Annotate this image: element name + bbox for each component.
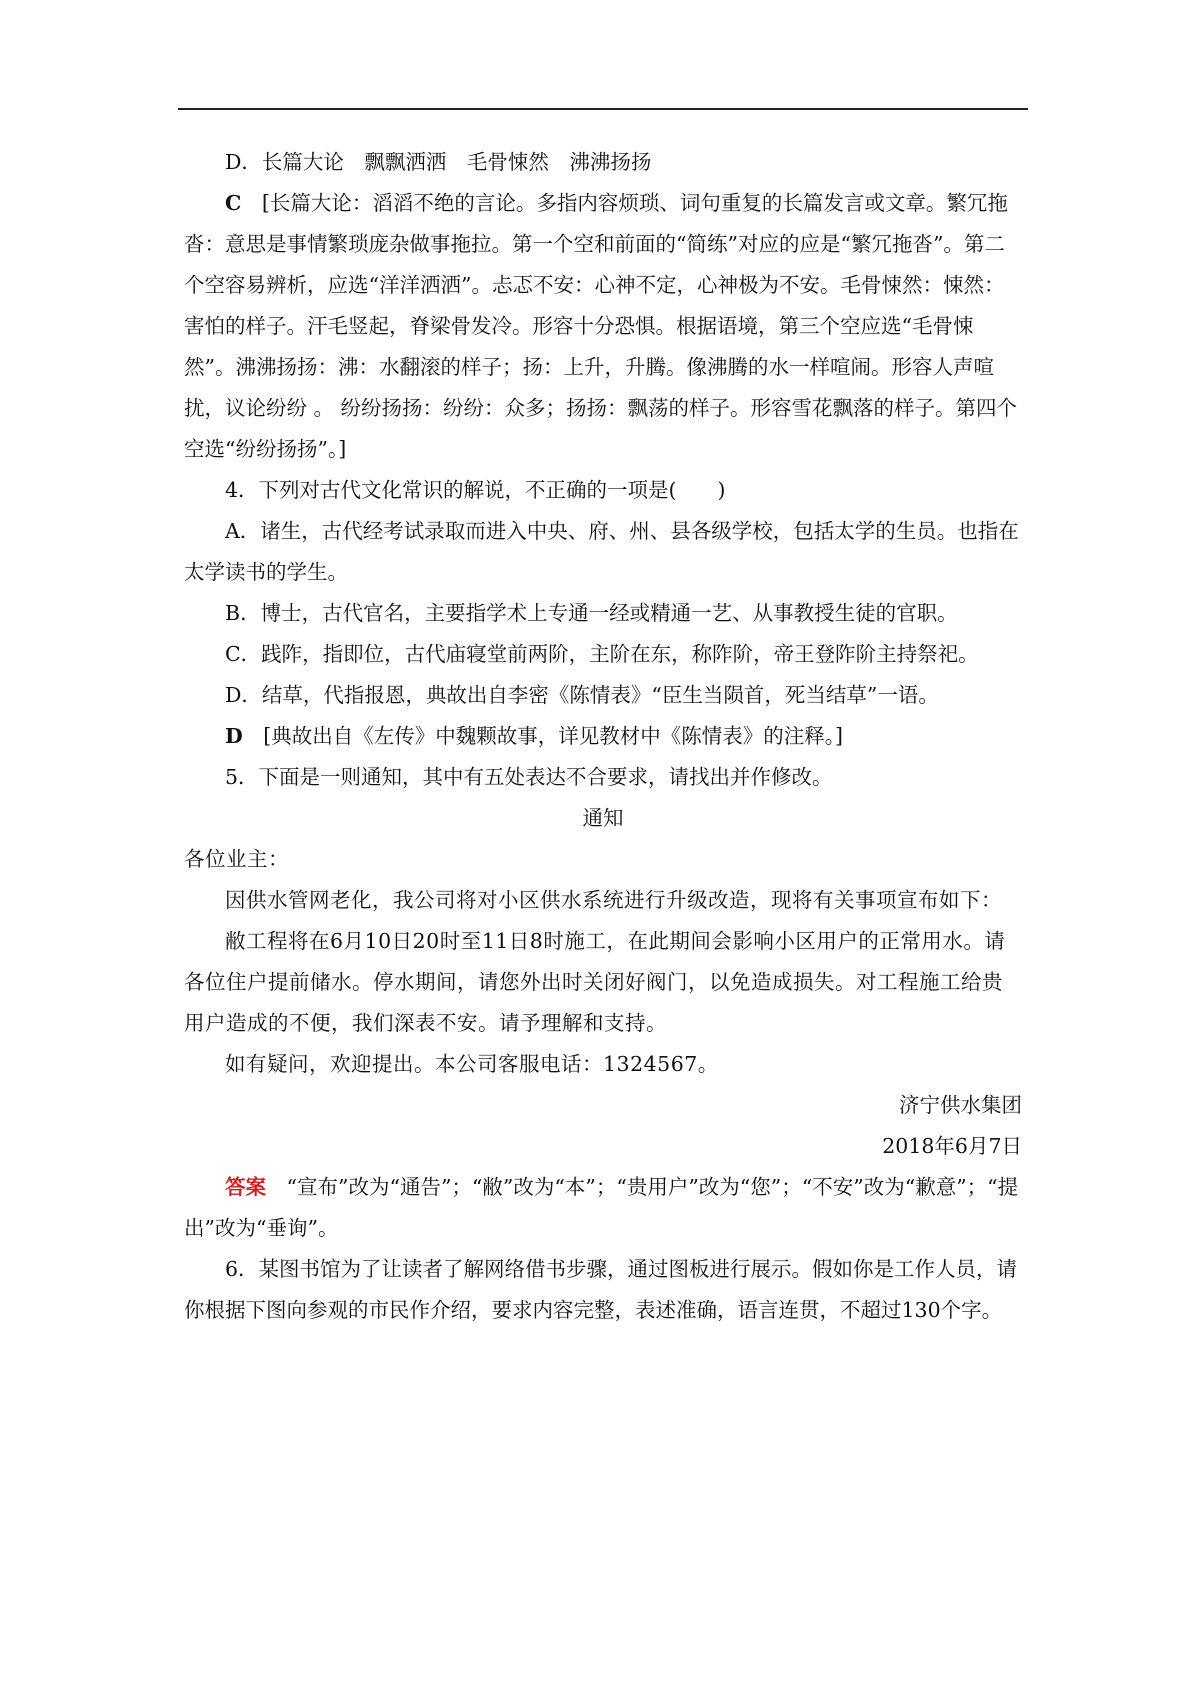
- q4-explanation: [典故出自《左传》中魏颗故事，详见教材中《陈情表》的注释。]: [263, 724, 844, 748]
- notice-date: 2018年6月7日: [882, 1134, 1022, 1158]
- header-rule: [178, 108, 1028, 110]
- q4-option-b: B．博士，古代官名，主要指学术上专通一经或精通一艺、从事教授生徒的官职。: [225, 601, 958, 625]
- notice-title: 通知: [582, 806, 624, 830]
- q4-answer: [184, 716, 1022, 757]
- answer-label: 答案: [225, 1175, 266, 1199]
- q5-answer: [184, 1167, 1022, 1249]
- page-content: [184, 142, 1022, 1331]
- q5-stem: 5．下面是一则通知，其中有五处表达不合要求，请找出并作修改。: [225, 765, 833, 789]
- notice-para-2: 敝工程将在6月10日20时至11日8时施工，在此期间会影响小区用户的正常用水。请各位住户提前储水。停水期间，请您外出时关闭好阀门，以免造成损失。对工程施工给贵用户造成的不便，我们深表不安。请予理解和支持。: [184, 929, 1006, 1035]
- q4-option-a: A．诸生，古代经考试录取而进入中央、府、州、县各级学校，包括太学的生员。也指在太学读书的学生。: [184, 519, 1019, 584]
- q3-option-d: D．长篇大论 飘飘洒洒 毛骨悚然 沸沸扬扬: [225, 150, 652, 174]
- q5-answer-text: “宣布”改为“通告”；“敝”改为“本”；“贵用户”改为“您”；“不安”改为“歉意”；“提出”改为“垂询”。: [184, 1175, 1019, 1240]
- notice-para-1: 因供水管网老化，我公司将对小区供水系统进行升级改造，现将有关事项宣布如下：: [225, 888, 1002, 912]
- notice-para-3: 如有疑问，欢迎提出。本公司客服电话：1324567。: [225, 1052, 719, 1076]
- notice-salutation: 各位业主：: [184, 847, 289, 871]
- q4-option-d: D．结草，代指报恩，典故出自李密《陈情表》“臣生当陨首，死当结草”一语。: [225, 683, 939, 707]
- q4-stem: 4．下列对古代文化常识的解说，不正确的一项是( ): [225, 478, 726, 502]
- q4-answer-letter: D: [225, 724, 243, 748]
- q4-option-c: C．践阼，指即位，古代庙寝堂前两阶，主阶在东，称阼阶，帝王登阼阶主持祭祀。: [225, 642, 979, 666]
- notice-signature: 济宁供水集团: [899, 1093, 1022, 1117]
- q6-stem: 6．某图书馆为了让读者了解网络借书步骤，通过图板进行展示。假如你是工作人员，请你根据下图向参观的市民作介绍，要求内容完整，表述准确，语言连贯，不超过130个字。: [184, 1257, 1018, 1322]
- q3-answer: [184, 183, 1022, 470]
- q3-answer-letter: C: [225, 191, 242, 215]
- q3-explanation: [长篇大论：滔滔不绝的言论。多指内容烦琐、词句重复的长篇发言或文章。繁冗拖沓：意思是事情繁琐庞杂做事拖拉。第一个空和前面的“简练”对应的应是“繁冗拖沓”。第二个空容易辨析，应选“洋洋洒洒”。忐忑不安：心神不定，心神极为不安。毛骨悚然：悚然：害怕的样子。汗毛竖起，脊梁骨发冷。形容十分恐惧。根据语境，第三个空应选“毛骨悚然”。沸沸扬扬：沸：水翻滚的样子；扬：上升，升腾。像沸腾的水一样喧闹。形容人声喧扰，议论纷纷 。 纷纷扬扬：纷纷：众多；扬扬：飘荡的样子。形容雪花飘落的样子。第四个空选“纷纷扬扬”。]: [184, 191, 1018, 461]
